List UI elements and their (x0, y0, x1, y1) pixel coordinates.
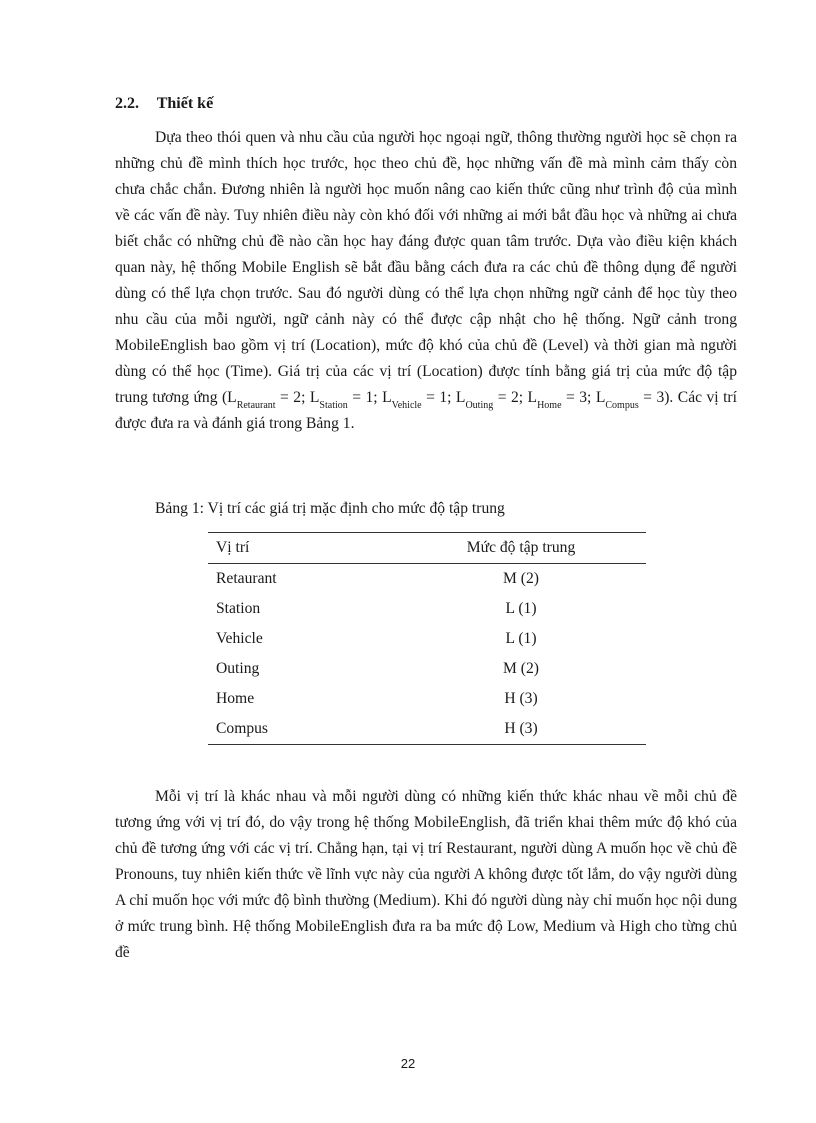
column-header-location: Vị trí (216, 539, 250, 556)
concentration-cell: M (2) (503, 570, 539, 587)
subscript-compus: Compus (605, 400, 639, 411)
table-row (208, 714, 646, 745)
table-caption: Bảng 1: Vị trí các giá trị mặc định cho mức độ tập trung (155, 500, 505, 517)
table-row (208, 594, 646, 624)
page-number: 22 (400, 1056, 416, 1071)
location-cell: Retaurant (216, 570, 277, 587)
location-cell: Home (216, 690, 255, 707)
section-number: 2.2. (115, 95, 139, 112)
table-header-row (208, 533, 646, 564)
table-row (208, 564, 646, 595)
subscript-station: Station (319, 400, 348, 411)
paragraph-text: = 2; L (493, 389, 538, 406)
concentration-cell: H (3) (504, 690, 538, 707)
paragraph-text: = 3; L (561, 389, 606, 406)
location-cell: Vehicle (216, 630, 263, 647)
paragraph-text: = 1; L (347, 389, 392, 406)
concentration-cell: L (1) (505, 600, 537, 617)
section-heading (115, 95, 213, 113)
subscript-retaurant: Retaurant (236, 400, 276, 411)
location-cell: Compus (216, 720, 268, 737)
concentration-table (208, 532, 646, 745)
table-row (208, 684, 646, 714)
table-row (208, 624, 646, 654)
paragraph-text: = 3). Các vị trí được đưa ra và đánh giá trong Bảng 1. (115, 389, 737, 432)
section-title: Thiết kế (156, 95, 214, 112)
paragraph-difficulty-levels (115, 784, 737, 966)
table-row (208, 654, 646, 684)
concentration-cell: L (1) (505, 630, 537, 647)
location-cell: Station (216, 600, 261, 617)
subscript-home: Home (537, 400, 562, 411)
concentration-cell: M (2) (503, 660, 539, 677)
location-cell: Outing (216, 660, 260, 677)
subscript-outing: Outing (465, 400, 494, 411)
paragraph-text: = 1; L (421, 389, 466, 406)
column-header-concentration: Mức độ tập trung (466, 539, 576, 556)
paragraph-text: Mỗi vị trí là khác nhau và mỗi người dùng có những kiến thức khác nhau về mỗi chủ đề tương ứng với vị trí đó, do vậy trong hệ thống MobileEnglish, đã triển khai thêm mức độ khó của chủ đề tương ứng với các vị trí. Chẳng hạn, tại vị trí Restaurant, người dùng A muốn học về chủ đề Pronouns, tuy nhiên kiến thức về lĩnh vực này của người A không được tốt lắm, do vậy người dùng A chỉ muốn học với mức độ bình thường (Medium). Khi đó người dùng này chỉ muốn học nội dung ở mức trung bình. Hệ thống MobileEnglish đưa ra ba mức độ Low, Medium và High cho từng chủ đề (115, 788, 737, 961)
paragraph-locations-intro (115, 125, 737, 437)
subscript-vehicle: Vehicle (391, 400, 422, 411)
concentration-cell: H (3) (504, 720, 538, 737)
paragraph-text: Dựa theo thói quen và nhu cầu của người học ngoại ngữ, thông thường người học sẽ chọn ra những chủ đề mình thích học trước, học theo chủ đề, học những vấn đề mà mình cảm thấy còn chưa chắc chắn. Đương nhiên là người học muốn nâng cao kiến thức cũng như trình độ của mình về các vấn đề này. Tuy nhiên điều này còn khó đối với những ai mới bắt đầu học và những ai chưa biết chắc có những chủ đề nào cần học hay đáng được quan tâm trước. Dựa vào điều kiện khách quan này, hệ thống Mobile English sẽ bắt đầu bằng cách đưa ra các chủ đề thông dụng để người dùng có thể lựa chọn trước. Sau đó người dùng có thể lựa chọn những ngữ cảnh để học tùy theo nhu cầu của mỗi người, ngữ cảnh này có thể được cập nhật cho hệ thống. Ngữ cảnh trong MobileEnglish bao gồm vị trí (Location), mức độ khó của chủ đề (Level) và thời gian mà người dùng có thể học (Time). Giá trị của các vị trí (Location) được tính bằng giá trị của mức độ tập trung tương ứng (L (115, 129, 737, 406)
paragraph-text: = 2; L (275, 389, 320, 406)
